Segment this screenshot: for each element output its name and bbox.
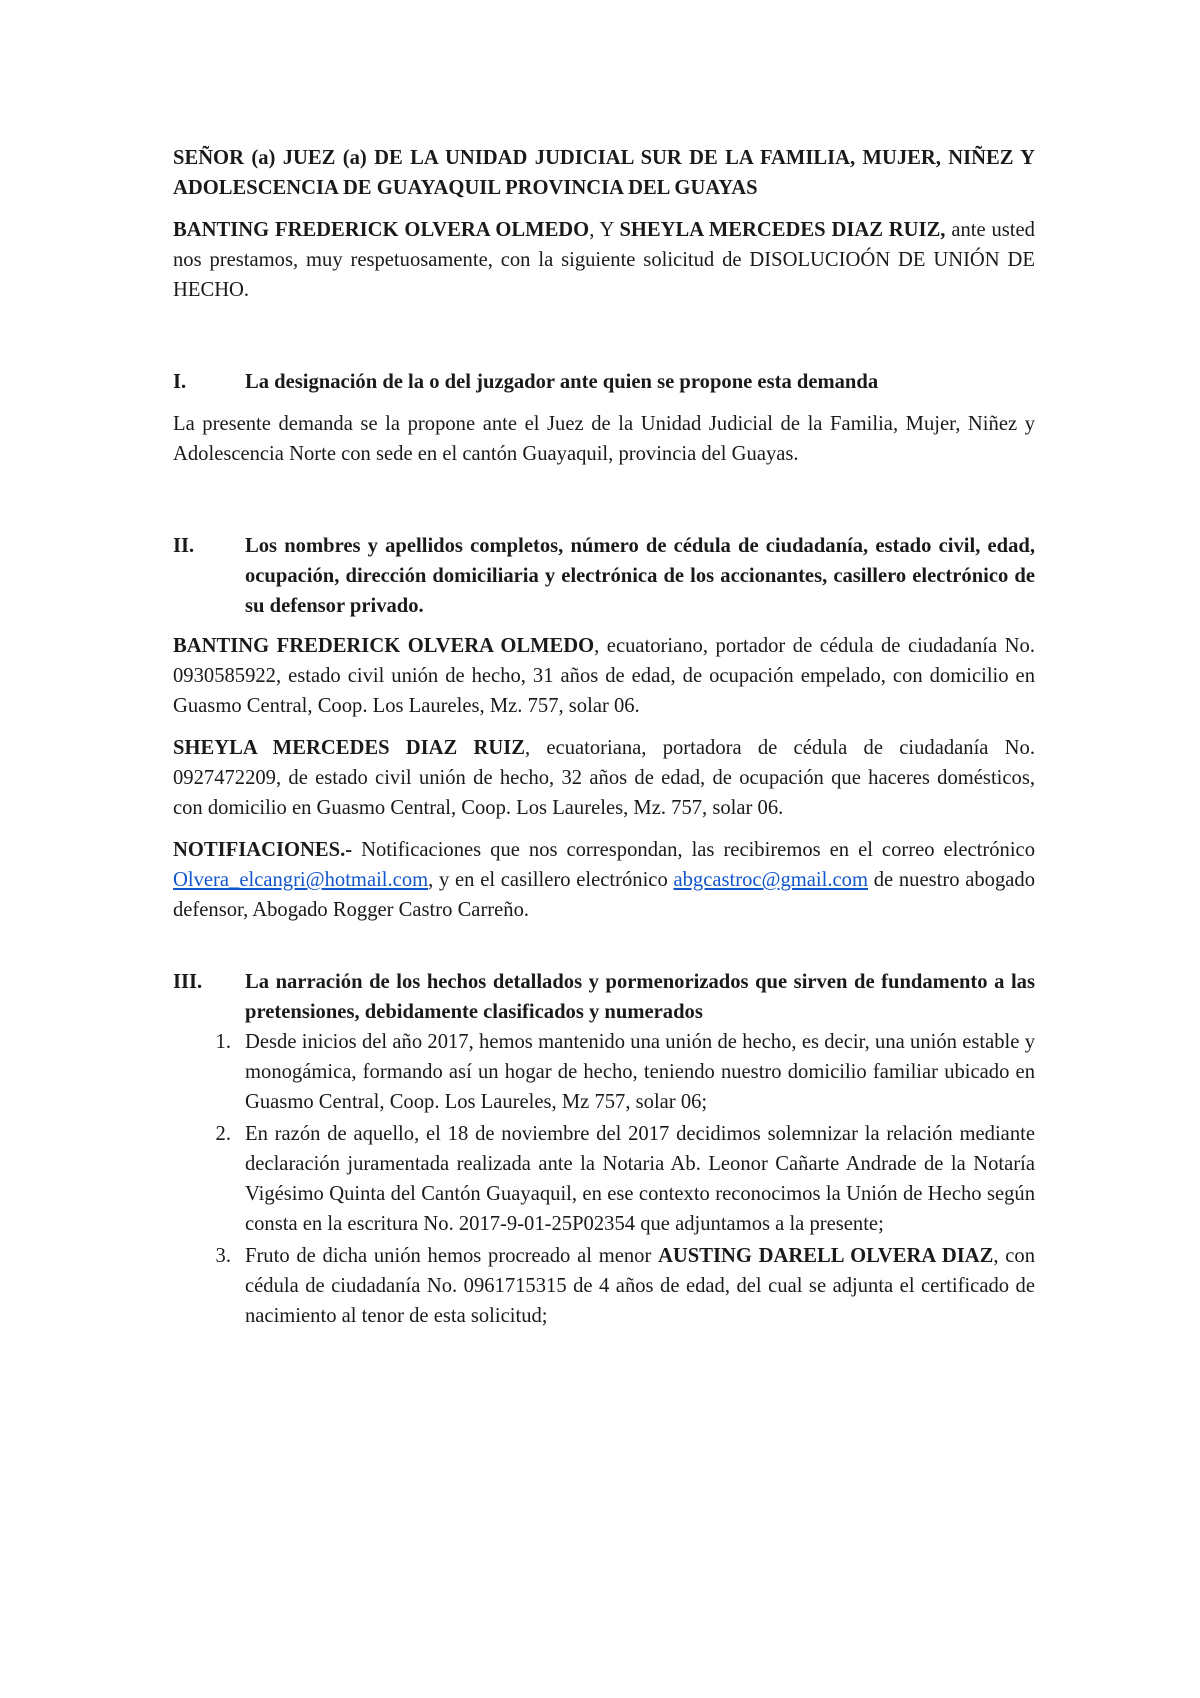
notifications-text-2: , y en el casillero electrónico (428, 869, 674, 891)
person-2-details: , ecuatoriana, portadora de cédula de ciudadanía No. 0927472209, de estado civil unión de hecho, 32 años de edad, de ocupación que haceres domésticos, con domicilio en Guasmo Central, Coop. Los Laureles, Mz. 757, solar 06. (173, 737, 1035, 819)
list-item-text (245, 1241, 1035, 1331)
notifications-label: NOTIFIACIONES.- (173, 839, 353, 861)
intro-paragraph (173, 215, 1035, 305)
facts-list (173, 1027, 1035, 1331)
email-link-petitioner[interactable]: Olvera_elcangri@hotmail.com (173, 869, 429, 891)
list-item (173, 1119, 1035, 1239)
minor-child-name: AUSTING DARELL OLVERA DIAZ (658, 1245, 994, 1267)
person-1-name: BANTING FREDERICK OLVERA OLMEDO (173, 635, 595, 657)
list-item-text: En razón de aquello, el 18 de noviembre del 2017 decidimos solemnizar la relación mediante declaración juramentada realizada ante la Notaria Ab. Leonor Cañarte Andrade de la Notaría Vigésimo Quinta del Cantón Guayaquil, en ese contexto reconocimos la Unión de Hecho según consta en la escritura No. 2017-9-01-25P02354 que adjuntamos a la presente; (245, 1123, 1035, 1235)
section-1-title: La designación de la o del juzgador ante quien se propone esta demanda (245, 371, 879, 393)
person-1-details: , ecuatoriano, portador de cédula de ciudadanía No. 0930585922, estado civil unión de hecho, 31 años de edad, de ocupación empelado, con domicilio en Guasmo Central, Coop. Los Laureles, Mz. 757, solar 06. (173, 635, 1035, 717)
section-3-heading (173, 967, 1035, 1027)
petitioner-1-name: BANTING FREDERICK OLVERA OLMEDO (173, 219, 590, 241)
list-item (173, 1027, 1035, 1117)
intro-connector: , Y (589, 219, 620, 241)
section-1-number: I. (173, 371, 187, 393)
person-2-paragraph (173, 733, 1035, 823)
list-item-number: 1. (215, 1031, 231, 1053)
section-1-heading (173, 367, 1035, 397)
person-2-name: SHEYLA MERCEDES DIAZ RUIZ (173, 737, 526, 759)
section-2-title: Los nombres y apellidos completos, número de cédula de ciudadanía, estado civil, edad, ocupación, dirección domiciliaria y electrónica de los accionantes, casillero electrónico de su defensor privado. (245, 535, 1035, 617)
notifications-paragraph (173, 835, 1035, 925)
list-item (173, 1241, 1035, 1331)
section-3-number: III. (173, 971, 203, 993)
list-item-number: 3. (215, 1245, 231, 1267)
section-1-body: La presente demanda se la propone ante el Juez de la Unidad Judicial de la Familia, Mujer, Niñez y Adolescencia Norte con sede en el cantón Guayaquil, provincia del Guayas. (173, 413, 1035, 465)
notifications-text-3: de nuestro abogado defensor, Abogado Rogger Castro Carreño. (173, 869, 1035, 921)
item-3-text-after: , con cédula de ciudadanía No. 0961715315 de 4 años de edad, del cual se adjunta el certificado de nacimiento al tenor de esta solicitud; (245, 1245, 1036, 1327)
notifications-text-1: Notificaciones que nos correspondan, las recibiremos en el correo electrónico (352, 839, 1035, 861)
email-link-lawyer[interactable]: abgcastroc@gmail.com (673, 869, 868, 891)
addressee: SEÑOR (a) JUEZ (a) DE LA UNIDAD JUDICIAL SUR DE LA FAMILIA, MUJER, NIÑEZ Y ADOLESCENCIA DE GUAYAQUIL PROVINCIA DEL GUAYAS (173, 147, 1035, 199)
list-item-text: Desde inicios del año 2017, hemos mantenido una unión de hecho, es decir, una unión estable y monogámica, formando así un hogar de hecho, teniendo nuestro domicilio familiar ubicado en Guasmo Central, Coop. Los Laureles, Mz 757, solar 06; (245, 1031, 1035, 1113)
item-3-text-before: Fruto de dicha unión hemos procreado al menor (245, 1245, 659, 1267)
section-2-heading (173, 531, 1035, 621)
list-item-number: 2. (215, 1123, 231, 1145)
person-1-paragraph (173, 631, 1035, 721)
petitioner-2-name: SHEYLA MERCEDES DIAZ RUIZ, (619, 219, 946, 241)
section-2-number: II. (173, 535, 195, 557)
section-3-title: La narración de los hechos detallados y pormenorizados que sirven de fundamento a las pretensiones, debidamente clasificados y numerados (245, 971, 1035, 1023)
intro-text: ante usted nos prestamos, muy respetuosamente, con la siguiente solicitud de DISOLUCIOÓN DE UNIÓN DE HECHO. (173, 219, 1035, 301)
